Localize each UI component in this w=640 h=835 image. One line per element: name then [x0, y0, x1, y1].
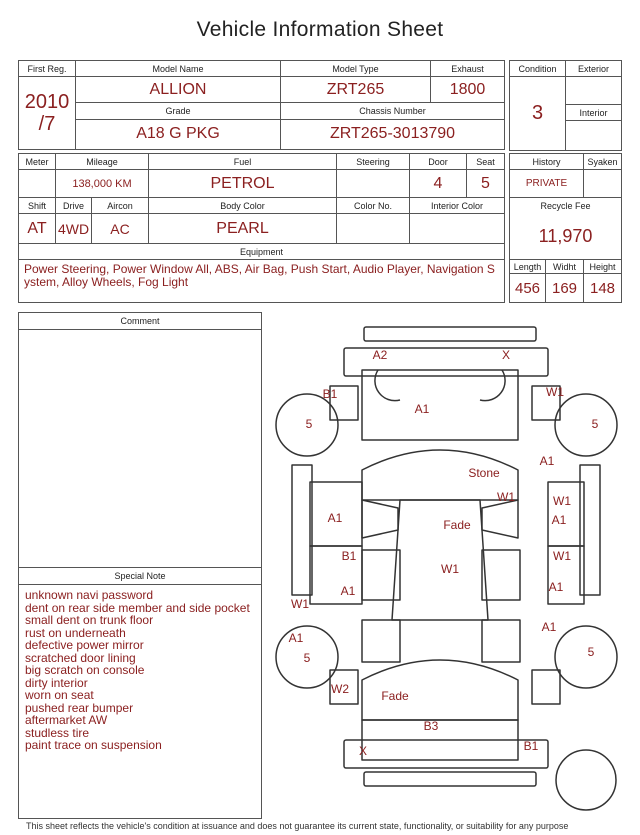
vehicle-damage-diagram: [270, 320, 632, 830]
special-note-item: rust on underneath: [25, 625, 126, 640]
rear-bumper-bottom: [364, 772, 536, 786]
mark-windshield-edge: W1: [497, 490, 515, 504]
comment-panel: [18, 312, 262, 568]
special-note-item: paint trace on suspension: [25, 738, 162, 752]
specs-table: [18, 153, 505, 303]
mark-front-right-corner: W1: [546, 385, 564, 399]
mark-right-fender: A1: [539, 454, 555, 468]
left-fender: [292, 465, 312, 595]
mark-right-quarter: A1: [541, 620, 557, 634]
special-note-panel: [18, 567, 262, 819]
roof: [392, 500, 488, 620]
seat-value: 5: [467, 170, 505, 198]
comment-label: Comment: [19, 313, 261, 330]
mark-right-pillar: W1: [553, 549, 571, 563]
mark-cabin: W1: [441, 562, 459, 576]
special-note-item: studless tire: [25, 725, 90, 740]
rear-right-corner: [532, 670, 560, 704]
recycle-fee-label: Recycle Fee: [510, 198, 622, 214]
interior-label: Interior: [566, 105, 622, 121]
special-note-item: unknown navi password: [25, 588, 154, 602]
right-rear-panel: [482, 620, 520, 662]
condition-label: Condition: [510, 61, 566, 77]
mark-rear-bumper-left: X: [358, 744, 368, 758]
recycle-fee-value: 11,970: [510, 214, 622, 260]
shift-value: AT: [19, 214, 56, 244]
mark-trunk: Fade: [381, 689, 409, 703]
equipment-value: Power Steering, Power Window All, ABS, Air Bag, Push Start, Audio Player, Navigation System, Alloy Wheels, Fog Light: [19, 260, 505, 303]
aircon-label: Aircon: [92, 198, 149, 214]
mark-rear-left-corner: W2: [331, 682, 349, 696]
shift-label: Shift: [19, 198, 56, 214]
disclaimer-footer: This sheet reflects the vehicle's condition at issuance and does not guarantee its current state, functionality, or suitability for any purpose: [26, 821, 569, 831]
mark-hood: A1: [414, 402, 430, 416]
height-label: Height: [584, 260, 622, 274]
mark-front-right-door-a: A1: [551, 513, 567, 527]
mark-left-rocker: W1: [291, 597, 309, 611]
model-name-value: ALLION: [76, 77, 281, 103]
history-value: PRIVATE: [510, 170, 584, 198]
mark-front-bumper-right: X: [501, 348, 511, 362]
interior-color-label: Interior Color: [410, 198, 505, 214]
history-label: History: [510, 154, 584, 170]
spare-wheel: [556, 750, 616, 810]
hood: [362, 370, 518, 440]
width-value: 169: [546, 274, 584, 303]
mark-rear-bumper-right: B1: [523, 739, 539, 753]
first-reg-year: 2010: [24, 91, 70, 114]
page-title: Vehicle Information Sheet: [196, 18, 444, 41]
mark-rear-left-door: A1: [340, 584, 356, 598]
body-color-label: Body Color: [149, 198, 337, 214]
color-no-label: Color No.: [337, 198, 410, 214]
mark-rear-panel: B3: [423, 719, 439, 733]
mark-left-pillar: B1: [341, 549, 357, 563]
special-note-label: Special Note: [19, 568, 261, 585]
drive-label: Drive: [56, 198, 92, 214]
mark-wheel-fr: 5: [591, 417, 599, 431]
mark-roof: Fade: [443, 518, 471, 532]
mark-front-left-corner: B1: [322, 387, 338, 401]
model-name-label: Model Name: [76, 61, 281, 77]
mileage-label: Mileage: [56, 154, 149, 170]
right-fender: [580, 465, 600, 595]
special-note-item: dent on rear side member and side pocket: [25, 600, 250, 615]
length-value: 456: [510, 274, 546, 303]
exterior-label: Exterior: [566, 61, 622, 77]
mark-rear-right-door: A1: [548, 580, 564, 594]
first-reg-month: /7: [38, 113, 56, 136]
model-info-table: [18, 60, 505, 150]
chassis-label: Chassis Number: [281, 103, 505, 119]
left-rear-panel: [362, 620, 400, 662]
special-note-item: pushed rear bumper: [25, 700, 134, 715]
special-note-item: big scratch on console: [25, 663, 145, 677]
length-label: Length: [510, 260, 546, 274]
special-note-item: dirty interior: [25, 675, 88, 690]
mark-front-bumper-left: A2: [372, 348, 388, 362]
history-table: [509, 153, 622, 303]
chassis-value: ZRT265-3013790: [281, 119, 505, 149]
special-note-item: worn on seat: [25, 688, 94, 702]
wheel-rear-right: [555, 626, 617, 688]
special-note-item: small dent on trunk floor: [25, 613, 154, 627]
left-pillar: [362, 500, 398, 538]
special-note-item: scratched door lining: [25, 650, 136, 665]
special-note-list: [19, 585, 261, 756]
door-value: 4: [410, 170, 467, 198]
first-reg-value: [19, 77, 76, 150]
exhaust-label: Exhaust: [431, 61, 505, 77]
grade-value: A18 G PKG: [76, 119, 281, 149]
mark-windshield: Stone: [468, 466, 500, 480]
condition-table: [509, 60, 622, 151]
first-reg-label: First Reg.: [19, 61, 76, 77]
model-type-value: ZRT265: [281, 77, 431, 103]
meter-label: Meter: [19, 154, 56, 170]
fuel-label: Fuel: [149, 154, 337, 170]
steering-label: Steering: [337, 154, 410, 170]
fuel-value: PETROL: [149, 170, 337, 198]
width-label: Widht: [546, 260, 584, 274]
mark-wheel-rr: 5: [587, 645, 595, 659]
condition-value: 3: [510, 77, 566, 151]
aircon-value: AC: [92, 214, 149, 244]
mark-front-right-door-w: W1: [553, 494, 571, 508]
wheel-front-right: [555, 394, 617, 456]
mark-left-quarter: A1: [288, 631, 304, 645]
mark-front-left-door: A1: [327, 511, 343, 525]
body-color-value: PEARL: [149, 214, 337, 244]
exhaust-value: 1800: [431, 77, 505, 103]
right-pillar: [482, 500, 518, 538]
right-inner-panel: [482, 550, 520, 600]
mark-wheel-rl: 5: [303, 651, 311, 665]
mileage-value: 138,000 KM: [56, 170, 149, 198]
grade-label: Grade: [76, 103, 281, 119]
special-note-item: aftermarket AW: [25, 713, 108, 727]
mark-wheel-fl: 5: [305, 417, 313, 431]
syaken-label: Syaken: [584, 154, 622, 170]
drive-value: 4WD: [56, 214, 92, 244]
height-value: 148: [584, 274, 622, 303]
seat-label: Seat: [467, 154, 505, 170]
door-label: Door: [410, 154, 467, 170]
special-note-item: defective power mirror: [25, 638, 144, 652]
model-type-label: Model Type: [281, 61, 431, 77]
equipment-label: Equipment: [19, 244, 505, 260]
front-bumper-top: [364, 327, 536, 341]
